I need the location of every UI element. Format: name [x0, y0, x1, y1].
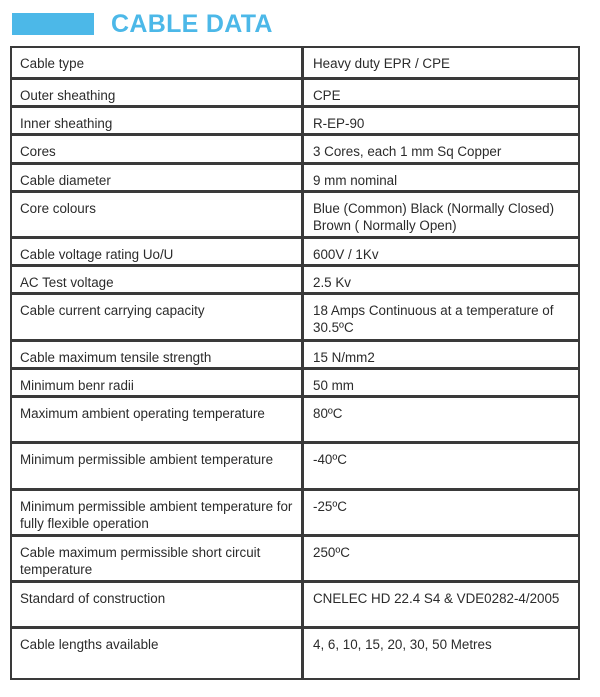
row-label: Core colours: [12, 193, 304, 236]
row-label: Minimum permissible ambient temperature: [12, 444, 304, 488]
table-row: [12, 162, 578, 190]
table-row: [12, 534, 578, 580]
row-label: Cable current carrying capacity: [12, 295, 304, 339]
row-value: 9 mm nominal: [313, 173, 398, 188]
section-header: [12, 9, 273, 39]
row-label: AC Test voltage: [12, 267, 304, 292]
row-value: Blue (Common) Black (Normally Closed) Brown ( Normally Open): [313, 201, 555, 233]
row-label: Standard of construction: [12, 583, 304, 626]
row-label: Outer sheathing: [12, 80, 304, 105]
table-row: [12, 339, 578, 367]
table-row: [12, 264, 578, 292]
table-row: [12, 626, 578, 678]
row-value: 50 mm: [313, 378, 354, 393]
table-row: [12, 236, 578, 264]
row-value: 15 N/mm2: [313, 350, 375, 365]
table-row: [12, 105, 578, 133]
row-label: Cores: [12, 136, 304, 162]
table-row: [12, 395, 578, 441]
cable-data-table: [10, 46, 580, 680]
row-label: Minimum permissible ambient temperature for fully flexible operation: [12, 491, 304, 534]
row-label: Cable voltage rating Uo/U: [12, 239, 304, 264]
table-row: [12, 190, 578, 236]
row-label: Minimum benr radii: [12, 370, 304, 395]
row-value: -40ºC: [313, 452, 347, 467]
section-title: CABLE DATA: [111, 10, 273, 38]
row-value: R-EP-90: [313, 116, 365, 131]
row-value: 2.5 Kv: [313, 275, 351, 290]
table-row: [12, 77, 578, 105]
header-accent-bar: [12, 13, 94, 35]
table-row: [12, 133, 578, 162]
row-value: 4, 6, 10, 15, 20, 30, 50 Metres: [313, 637, 492, 652]
row-value: 250ºC: [313, 545, 350, 560]
row-label: Inner sheathing: [12, 108, 304, 133]
row-value: -25ºC: [313, 499, 347, 514]
table-row: [12, 441, 578, 488]
row-value: 80ºC: [313, 406, 343, 421]
table-row: [12, 367, 578, 395]
table-row: [12, 48, 578, 77]
row-label: Cable diameter: [12, 165, 304, 190]
row-label: Cable lengths available: [12, 629, 304, 678]
row-label: Cable type: [12, 48, 304, 77]
row-value: 3 Cores, each 1 mm Sq Copper: [313, 144, 502, 159]
row-label: Cable maximum permissible short circuit temperature: [12, 537, 304, 580]
row-value: CPE: [313, 88, 341, 103]
row-value: 18 Amps Continuous at a temperature of 30.5ºC: [313, 303, 554, 335]
row-value: 600V / 1Kv: [313, 247, 379, 262]
row-label: Maximum ambient operating temperature: [12, 398, 304, 441]
table-row: [12, 488, 578, 534]
table-row: [12, 292, 578, 339]
row-value: CNELEC HD 22.4 S4 & VDE0282-4/2005: [313, 591, 560, 606]
row-value: Heavy duty EPR / CPE: [313, 56, 450, 71]
table-row: [12, 580, 578, 626]
row-label: Cable maximum tensile strength: [12, 342, 304, 367]
